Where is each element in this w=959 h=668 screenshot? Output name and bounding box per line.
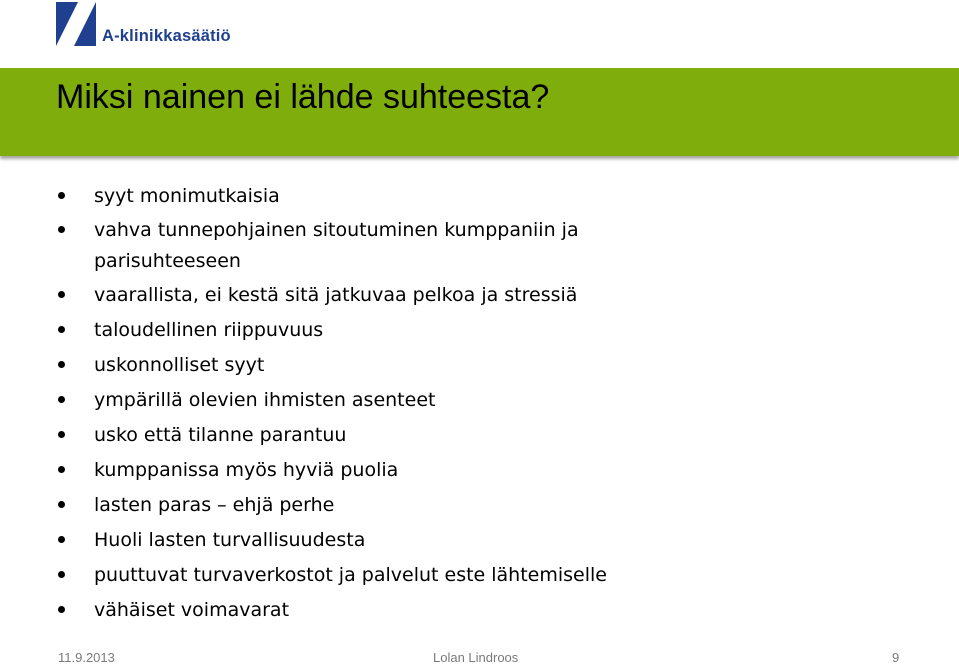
bullet-text: uskonnolliset syyt [94, 354, 265, 376]
bullet-icon [58, 361, 65, 368]
bullet-text: syyt monimutkaisia [94, 185, 280, 207]
bullet-text: lasten paras – ehjä perhe [94, 494, 335, 516]
footer-date: 11.9.2013 [58, 650, 115, 665]
bullet-item [58, 559, 938, 592]
bullet-text: usko että tilanne parantuu [94, 424, 347, 446]
bullet-item [58, 524, 938, 557]
bullet-icon [58, 226, 65, 233]
bullet-item [58, 279, 938, 312]
bullet-text: puuttuvat turvaverkostot ja palvelut este lähtemiselle [94, 564, 607, 586]
bullet-item [58, 180, 938, 213]
bullet-item [58, 349, 938, 382]
bullet-text: ympärillä olevien ihmisten asenteet [94, 389, 436, 411]
bullet-text: vähäiset voimavarat [94, 599, 290, 621]
bullet-item [58, 314, 938, 347]
bullet-text: kumppanissa myös hyviä puolia [94, 459, 399, 481]
bullet-item [58, 384, 938, 417]
bullet-icon [58, 396, 65, 403]
bullet-text: Huoli lasten turvallisuudesta [94, 529, 366, 551]
bullet-icon [58, 536, 65, 543]
bullet-icon [58, 501, 65, 508]
footer-page-number: 9 [892, 650, 900, 665]
logo [56, 2, 256, 48]
slide-title: Miksi nainen ei lähde suhteesta? [56, 78, 550, 116]
bullet-item [58, 594, 938, 627]
bullet-item [58, 215, 694, 277]
bullet-icon [58, 192, 65, 199]
bullet-icon [58, 326, 65, 333]
a-klinikkasaatio-logo-icon [56, 2, 96, 46]
bullet-item [58, 419, 938, 452]
bullet-icon [58, 291, 65, 298]
bullet-text: taloudellinen riippuvuus [94, 319, 324, 341]
bullet-list [58, 180, 938, 629]
footer-author: Lolan Lindroos [433, 650, 519, 665]
bullet-icon [58, 571, 65, 578]
bullet-icon [58, 466, 65, 473]
bullet-icon [58, 606, 65, 613]
bullet-text: vaarallista, ei kestä sitä jatkuvaa pelkoa ja stressiä [94, 284, 578, 306]
logo-text: A-klinikkasäätiö [102, 27, 231, 45]
bullet-icon [58, 431, 65, 438]
bullet-text: vahva tunnepohjainen sitoutuminen kumppaniin ja parisuhteeseen [94, 219, 579, 272]
bullet-item [58, 489, 938, 522]
bullet-item [58, 454, 938, 487]
